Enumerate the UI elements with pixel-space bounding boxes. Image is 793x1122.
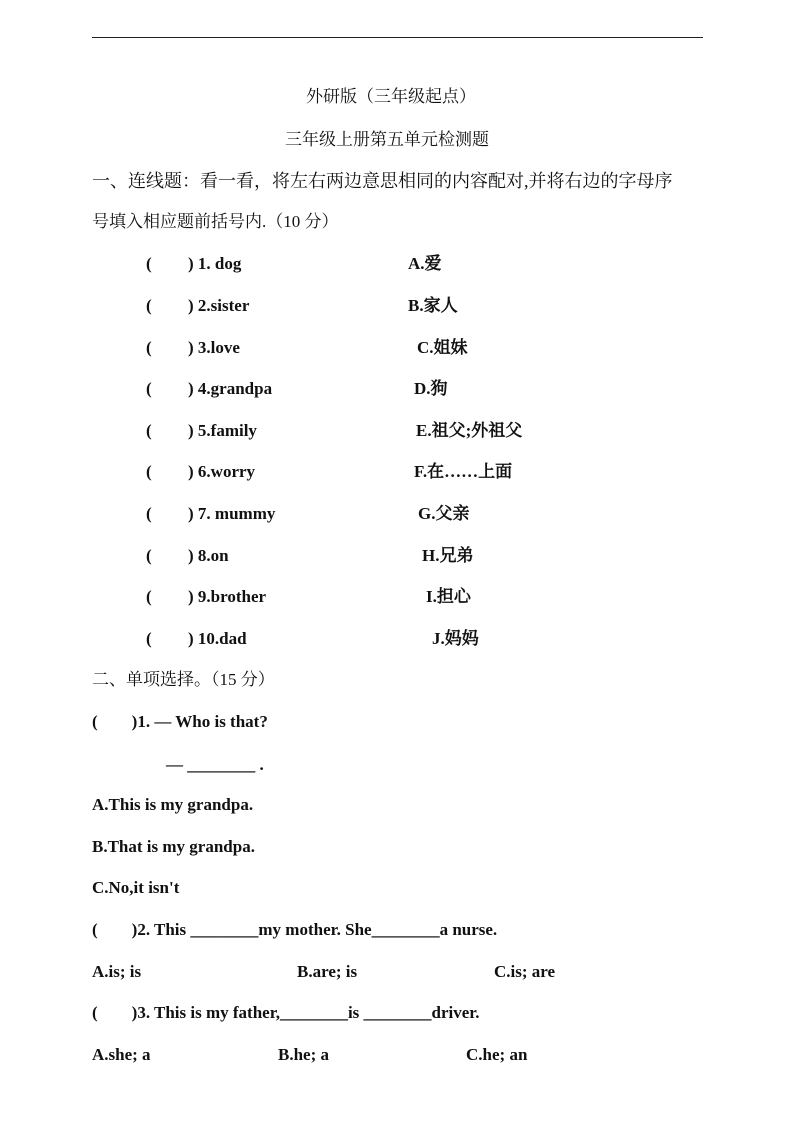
q1-option-c: C.No,it isn't [92,878,180,897]
item-answer: E.祖父;外祖父 [416,421,523,440]
item-answer: C.姐妹 [417,338,468,357]
item-answer: D.狗 [414,379,448,398]
q2-option-a: A.is; is [92,962,142,981]
title-line-2: 三年级上册第五单元检测题 [285,130,489,149]
item-word: ) 1. dog [188,254,242,273]
section1-heading-line2: 号填入相应题前括号内.（10 分） [92,212,339,231]
q1-reply: — ________ . [166,755,264,774]
item-word: ) 7. mummy [188,504,276,523]
item-answer: I.担心 [426,587,471,606]
item-bracket: ( [146,504,152,523]
item-answer: J.妈妈 [432,629,479,648]
item-answer: F.在……上面 [414,462,513,481]
item-word: ) 4.grandpa [188,379,273,398]
item-word: ) 5.family [188,421,257,440]
item-word: ) 6.worry [188,462,256,481]
item-answer: G.父亲 [418,504,470,523]
item-answer: H.兄弟 [422,546,474,565]
item-bracket: ( [146,462,152,481]
item-bracket: ( [146,629,152,648]
item-bracket: ( [146,421,152,440]
q2-option-c: C.is; are [494,962,556,981]
item-word: ) 9.brother [188,587,267,606]
q2-option-b: B.are; is [297,962,358,981]
header-rule [92,37,703,38]
item-bracket: ( [146,254,152,273]
item-bracket: ( [146,546,152,565]
item-bracket: ( [146,338,152,357]
item-bracket: ( [146,379,152,398]
q1-stem: ( )1. — Who is that? [92,712,268,731]
item-word: ) 8.on [188,546,229,565]
item-bracket: ( [146,587,152,606]
q1-option-a: A.This is my grandpa. [92,795,254,814]
title-line-1: 外研版（三年级起点） [306,87,476,106]
q3-option-c: C.he; an [466,1045,528,1064]
section1-heading-line1: 一、连线题：看一看，将左右两边意思相同的内容配对,并将右边的字母序 [92,171,673,191]
q3-option-a: A.she; a [92,1045,151,1064]
section2-heading: 二、单项选择。（15 分） [92,670,275,689]
q2-stem: ( )2. This ________my mother. She________a nurse. [92,920,498,939]
item-bracket: ( [146,296,152,315]
q3-option-b: B.he; a [278,1045,329,1064]
item-word: ) 3.love [188,338,240,357]
item-answer: A.爱 [408,254,442,273]
item-answer: B.家人 [408,296,458,315]
q1-option-b: B.That is my grandpa. [92,837,255,856]
item-word: ) 2.sister [188,296,250,315]
item-word: ) 10.dad [188,629,247,648]
q3-stem: ( )3. This is my father,________is ________driver. [92,1003,480,1022]
